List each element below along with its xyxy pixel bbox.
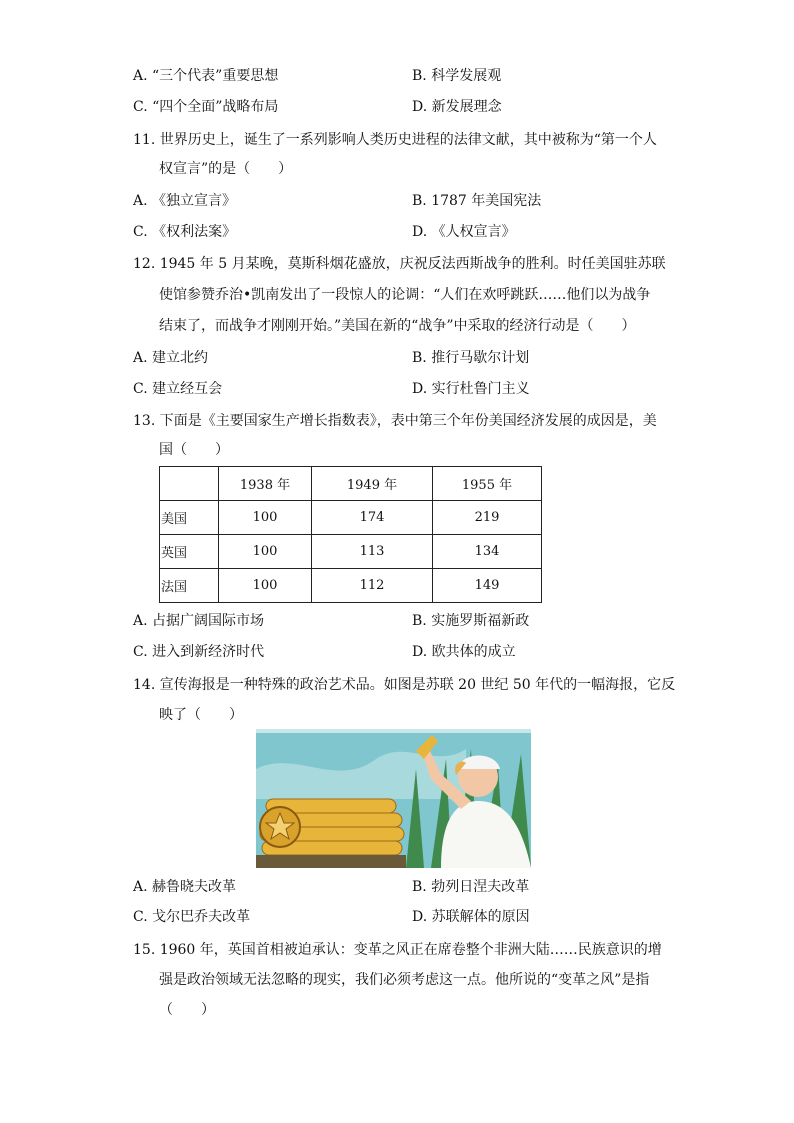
q13-option-d: D. 欧共体的成立 [412, 644, 516, 660]
table-header-cell: 1955 年 [433, 467, 542, 501]
production-growth-table [159, 466, 542, 603]
q11-option-d: D. 《人权宣言》 [412, 224, 516, 240]
table-cell: 174 [312, 501, 433, 535]
table-row [160, 501, 542, 535]
q13-stem-line-2: 国（ ） [159, 442, 229, 458]
table-cell: 113 [312, 535, 433, 569]
soviet-poster-image [256, 729, 531, 868]
q11-option-b: B. 1787 年美国宪法 [412, 193, 542, 209]
table-cell: 149 [433, 569, 542, 603]
q14-option-c: C. 戈尔巴乔夫改革 [133, 909, 251, 925]
q10-option-c: C. “四个全面”战略布局 [133, 99, 279, 115]
q15-stem-line-3: （ ） [159, 1002, 215, 1018]
table-header-cell: 1938 年 [219, 467, 312, 501]
q12-stem-line-1: 12. 1945 年 5 月某晚，莫斯科烟花盛放，庆祝反法西斯战争的胜利。时任美国驻苏联 [133, 256, 666, 272]
q12-stem-line-3: 结束了，而战争才刚刚开始。”美国在新的“战争”中采取的经济行动是（ ） [159, 318, 636, 334]
table-cell: 100 [219, 535, 312, 569]
table-row-label: 英国 [160, 535, 219, 569]
q13-option-a: A. 占据广阔国际市场 [133, 613, 265, 629]
q11-option-a: A. 《独立宣言》 [133, 193, 237, 209]
q14-option-b: B. 勃列日涅夫改革 [412, 879, 530, 895]
q11-stem-line-2: 权宣言”的是（ ） [159, 161, 293, 177]
q14-option-d: D. 苏联解体的原因 [412, 909, 530, 925]
q10-option-d: D. 新发展理念 [412, 99, 502, 115]
q14-option-a: A. 赫鲁晓夫改革 [133, 879, 237, 895]
q15-stem-line-1: 15. 1960 年，英国首相被迫承认：变革之风正在席卷整个非洲大陆……民族意识的增 [133, 942, 662, 958]
table-cell: 134 [433, 535, 542, 569]
q13-option-b: B. 实施罗斯福新政 [412, 613, 530, 629]
table-header-row [160, 467, 542, 501]
q12-option-d: D. 实行杜鲁门主义 [412, 381, 530, 397]
q11-option-c: C. 《权利法案》 [133, 224, 237, 240]
q10-option-b: B. 科学发展观 [412, 68, 502, 84]
q12-option-b: B. 推行马歇尔计划 [412, 350, 530, 366]
q15-stem-line-2: 强是政治领域无法忽略的现实，我们必须考虑这一点。他所说的“变革之风”是指 [159, 972, 650, 988]
q13-stem-line-1: 13. 下面是《主要国家生产增长指数表》，表中第三个年份美国经济发展的成因是，美 [133, 413, 657, 429]
q13-option-c: C. 进入到新经济时代 [133, 644, 265, 660]
q11-stem-line-1: 11. 世界历史上，诞生了一系列影响人类历史进程的法律文献，其中被称为“第一个人 [133, 132, 657, 148]
table-cell: 219 [433, 501, 542, 535]
table-row [160, 569, 542, 603]
q14-stem-line-1: 14. 宣传海报是一种特殊的政治艺术品。如图是苏联 20 世纪 50 年代的一幅海报，它反 [133, 677, 676, 693]
table-row-label: 美国 [160, 501, 219, 535]
table-cell: 112 [312, 569, 433, 603]
table-cell: 100 [219, 569, 312, 603]
table-row [160, 535, 542, 569]
soviet-poster-illustration [256, 729, 531, 868]
q12-option-c: C. 建立经互会 [133, 381, 223, 397]
table-header-cell [160, 467, 219, 501]
q12-option-a: A. 建立北约 [133, 350, 209, 366]
q14-stem-line-2: 映了（ ） [159, 707, 243, 723]
table-header-cell: 1949 年 [312, 467, 433, 501]
table-cell: 100 [219, 501, 312, 535]
q12-stem-line-2: 使馆参赞乔治•凯南发出了一段惊人的论调：“人们在欢呼跳跃……他们以为战争 [159, 287, 651, 303]
table-row-label: 法国 [160, 569, 219, 603]
q10-option-a: A. “三个代表”重要思想 [133, 68, 279, 84]
